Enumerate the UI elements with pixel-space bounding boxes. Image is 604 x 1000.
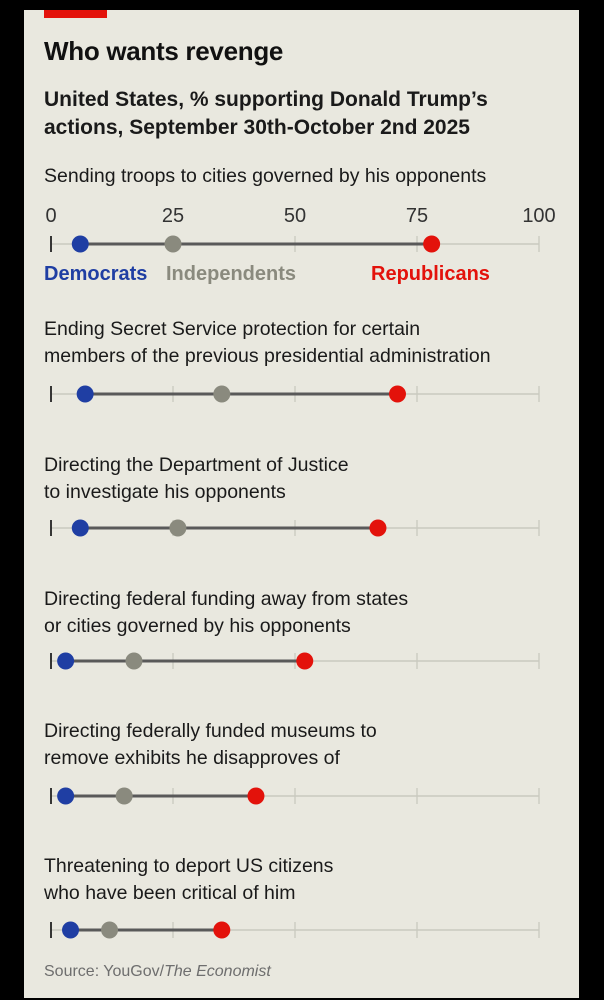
republicans-dot <box>296 653 313 670</box>
category-label: Threatening to deport US citizens <box>44 855 334 877</box>
x-tick-label: 100 <box>522 205 556 227</box>
independents-dot <box>165 236 182 253</box>
source-note <box>44 963 271 981</box>
republicans-dot <box>389 386 406 403</box>
chart-subtitle: United States, % supporting Donald Trump’s actions, September 30th-October 2nd 2025 <box>44 88 488 139</box>
republicans-dot <box>423 236 440 253</box>
category-label: to investigate his opponents <box>44 481 286 503</box>
republicans-dot <box>369 520 386 537</box>
source-label: Source: YouGov/ <box>44 963 165 980</box>
category-label: Directing federal funding away from states <box>44 588 409 610</box>
category-label: or cities governed by his opponents <box>44 615 351 637</box>
x-tick-label: 50 <box>283 205 307 227</box>
democrats-dot <box>77 386 94 403</box>
republicans-dot <box>247 788 264 805</box>
category-label: remove exhibits he disapproves of <box>44 747 340 769</box>
legend-democrats: Democrats <box>44 263 148 285</box>
category-label: Directing the Department of Justice <box>44 454 349 476</box>
independents-dot <box>116 788 133 805</box>
x-tick-label: 25 <box>161 205 185 227</box>
democrats-dot <box>72 236 89 253</box>
legend-republicans: Republicans <box>371 263 490 285</box>
democrats-dot <box>57 788 74 805</box>
chart-title: Who wants revenge <box>44 36 284 66</box>
independents-dot <box>125 653 142 670</box>
category-label: who have been critical of him <box>44 882 296 904</box>
independents-dot <box>101 922 118 939</box>
category-label: Ending Secret Service protection for certain <box>44 318 421 340</box>
democrats-dot <box>72 520 89 537</box>
x-tick-label: 75 <box>405 205 429 227</box>
category-label: members of the previous presidential administration <box>44 345 491 367</box>
legend-independents: Independents <box>166 263 297 285</box>
category-label: Sending troops to cities governed by his opponents <box>44 165 487 187</box>
democrats-dot <box>57 653 74 670</box>
republicans-dot <box>213 922 230 939</box>
chart-card <box>24 10 579 998</box>
dot-plot <box>24 10 579 960</box>
independents-dot <box>169 520 186 537</box>
independents-dot <box>213 386 230 403</box>
source-publication: The Economist <box>164 963 271 980</box>
category-label: Directing federally funded museums to <box>44 720 377 742</box>
x-tick-label: 0 <box>45 205 57 227</box>
democrats-dot <box>62 922 79 939</box>
